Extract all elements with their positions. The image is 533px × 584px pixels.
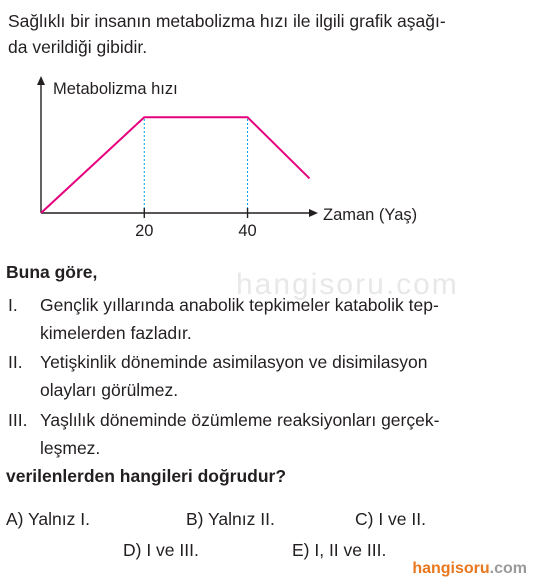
brand-logo bbox=[412, 560, 527, 578]
option-a[interactable]: A) Yalnız I. bbox=[6, 509, 90, 529]
statements-heading: Buna göre, bbox=[6, 262, 98, 282]
x-tick-label: 20 bbox=[135, 222, 154, 240]
brand-name: hangisoru bbox=[412, 560, 490, 577]
option-e[interactable]: E) I, II ve III. bbox=[292, 540, 387, 560]
intro-line-2: da verildiği gibidir. bbox=[8, 37, 148, 57]
option-b[interactable]: B) Yalnız II. bbox=[186, 509, 275, 529]
y-axis-arrow-icon bbox=[37, 76, 45, 85]
x-axis-arrow-icon bbox=[309, 209, 318, 217]
statement-number: II. bbox=[8, 352, 23, 372]
statement-text-line: Yetişkinlik döneminde asimilasyon ve disimilasyon bbox=[40, 352, 428, 372]
option-c[interactable]: C) I ve II. bbox=[355, 509, 426, 529]
question-intro bbox=[8, 8, 523, 60]
option-d[interactable]: D) I ve III. bbox=[123, 540, 199, 560]
statement-text-line: Gençlik yıllarında anabolik tepkimeler katabolik tep- bbox=[40, 295, 439, 315]
question-prompt: verilenlerden hangileri doğrudur? bbox=[6, 466, 287, 486]
statement-text-line: leşmez. bbox=[40, 438, 101, 458]
statement-text-line: olayları görülmez. bbox=[40, 380, 179, 400]
statement-number: III. bbox=[8, 410, 28, 430]
statement-text-line: Yaşlılık döneminde özümleme reaksiyonları gerçek- bbox=[40, 410, 440, 430]
metabolism-chart bbox=[0, 70, 533, 250]
x-axis-label: Zaman (Yaş) bbox=[323, 206, 418, 224]
watermark: hangisoru.com bbox=[236, 268, 459, 301]
statement-number: I. bbox=[8, 295, 18, 315]
y-axis-label: Metabolizma hızı bbox=[53, 80, 178, 98]
brand-domain: .com bbox=[489, 560, 527, 577]
series-line bbox=[41, 117, 310, 213]
statement-text-line: kimelerden fazladır. bbox=[40, 323, 192, 343]
intro-line-1: Sağlıklı bir insanın metabolizma hızı ile ilgili grafik aşağı- bbox=[8, 11, 446, 31]
x-tick-label: 40 bbox=[238, 222, 257, 240]
